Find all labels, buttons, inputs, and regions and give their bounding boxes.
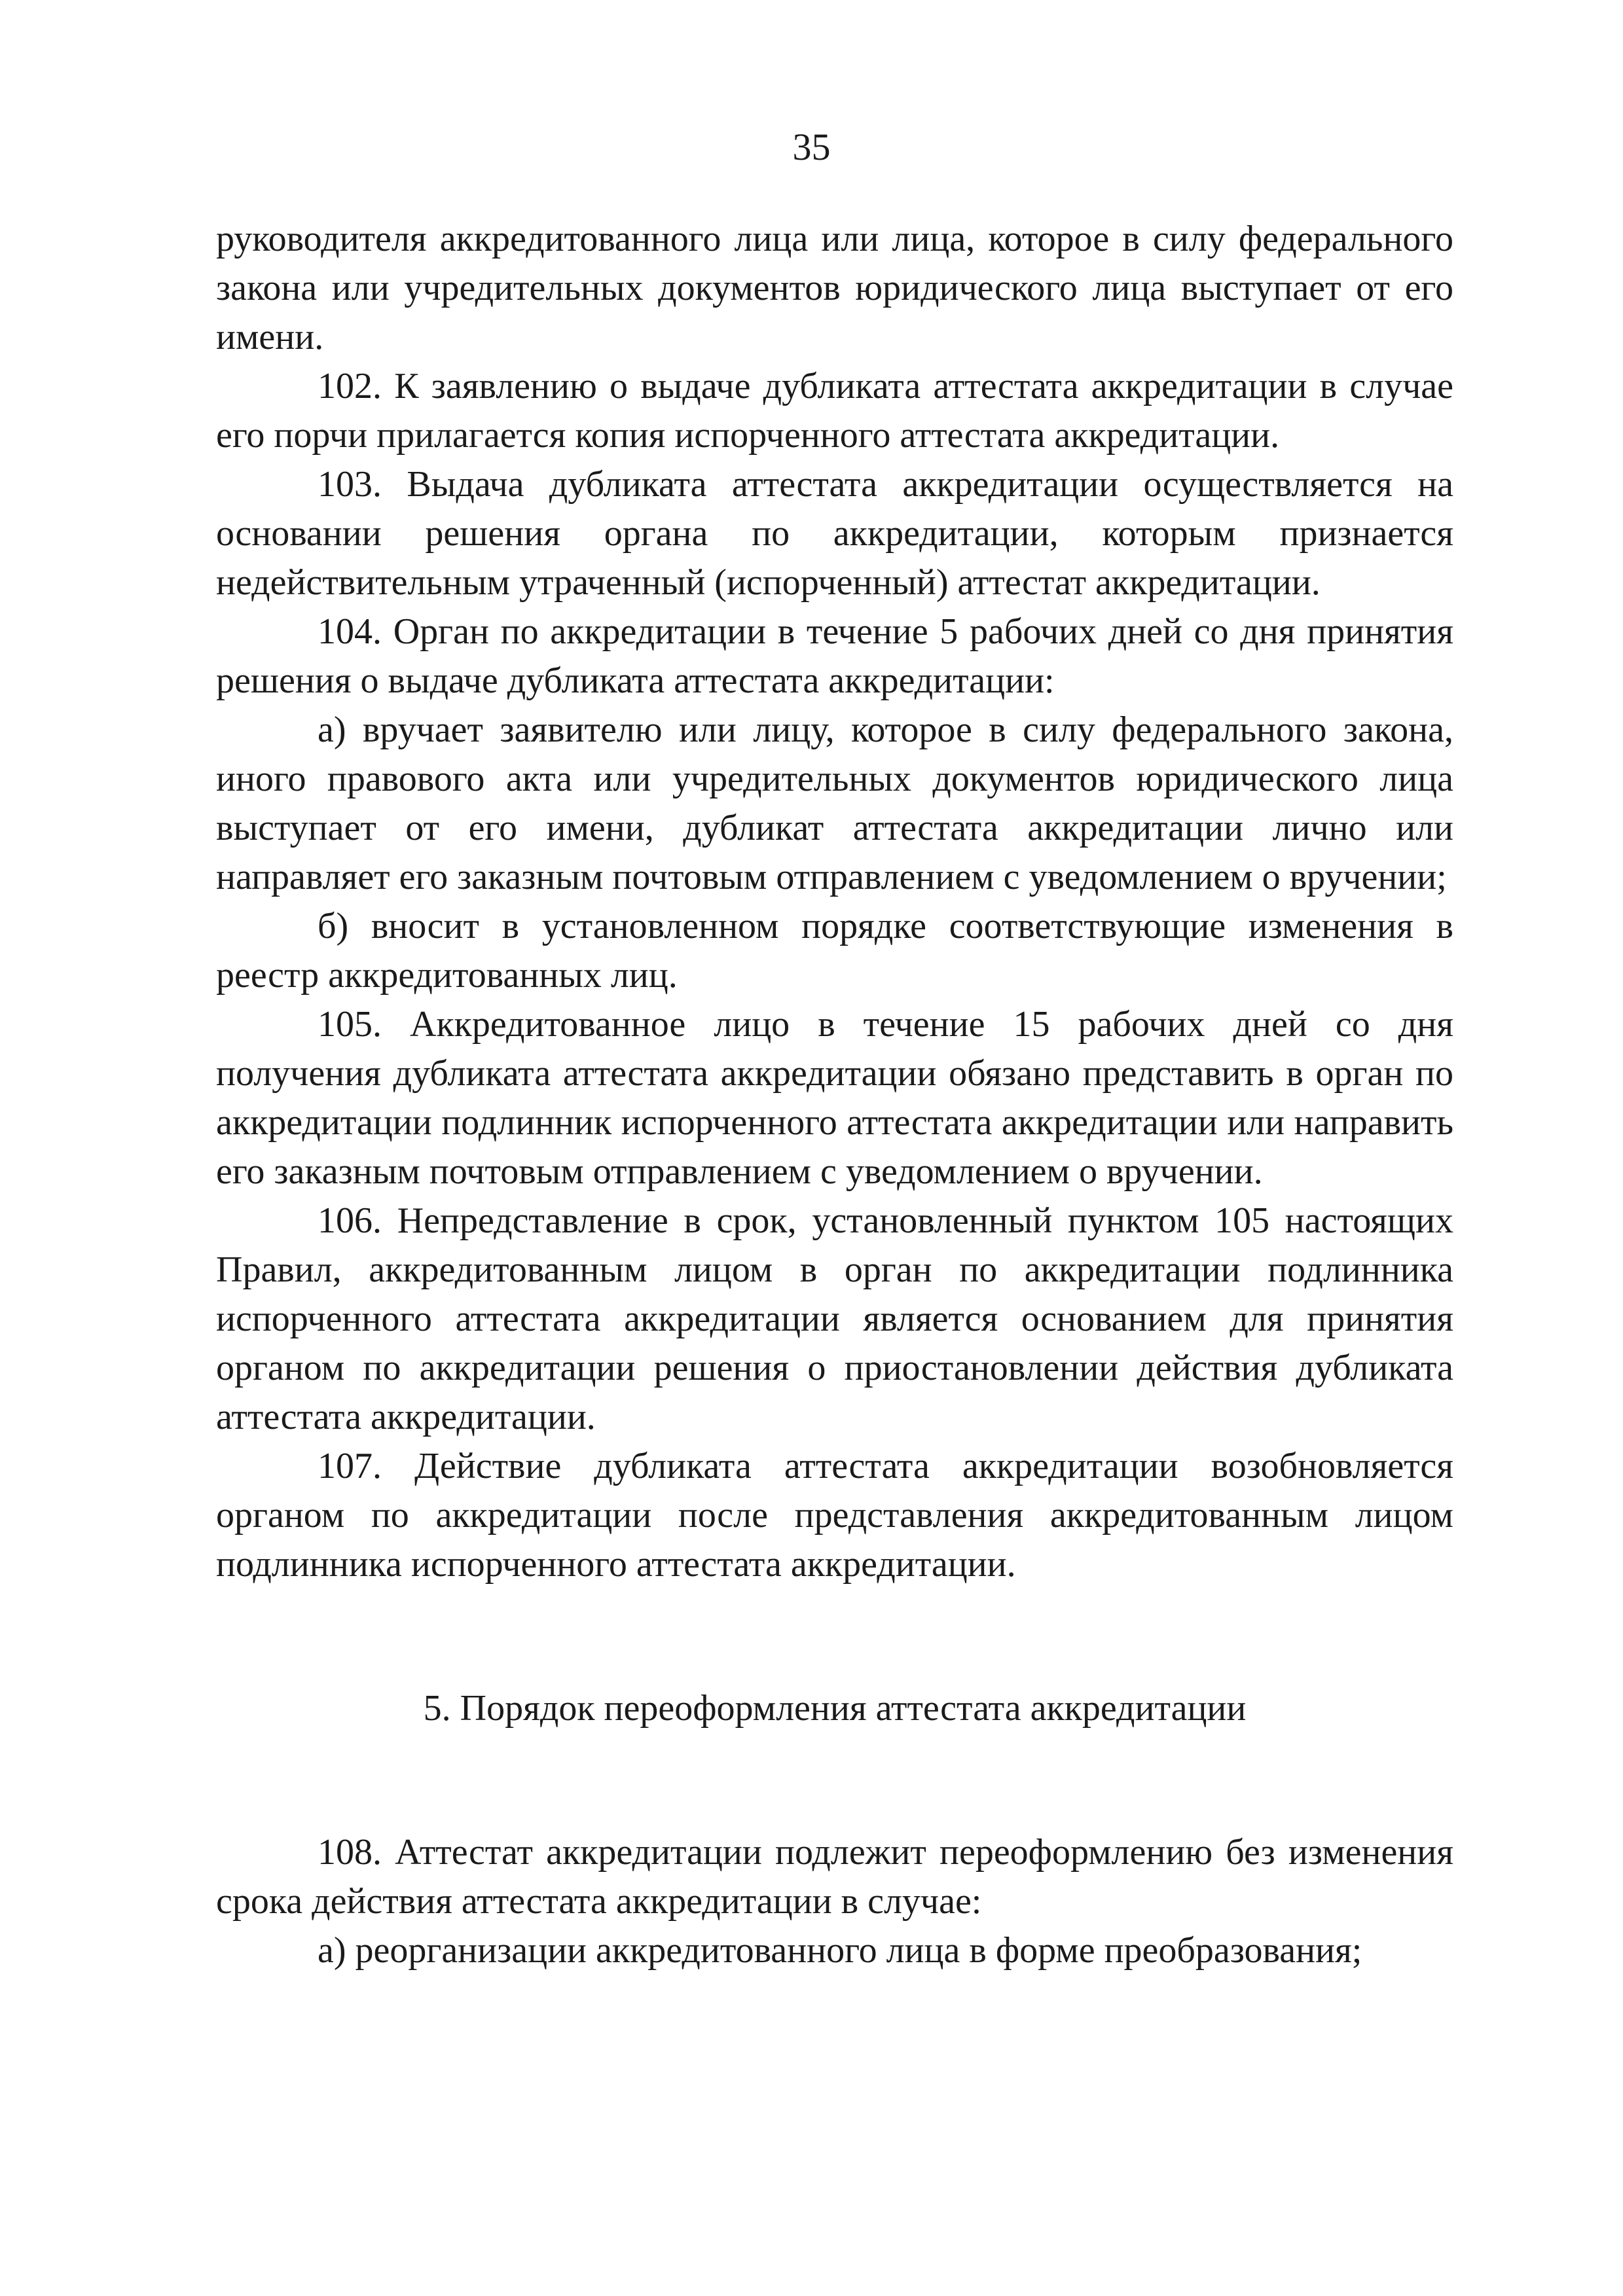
paragraph-104-b: б) вносит в установленном порядке соответствующие изменения в реестр аккредитованных лиц. [216, 906, 1453, 996]
paragraph-103: 103. Выдача дубликата аттестата аккредитации осуществляется на основании решения органа по аккредитации, которым признается недействительным утраченный (испорченный) аттестат аккредитации. [216, 464, 1453, 603]
page-number: 35 [792, 126, 831, 168]
paragraph-105: 105. Аккредитованное лицо в течение 15 рабочих дней со дня получения дубликата аттестата аккредитации обязано представить в орган по аккредитации подлинник испорченного аттестата аккредитации или направить его заказным почтовым отправлением с уведомлением о вручении. [216, 1004, 1453, 1192]
document-body [216, 215, 1453, 1975]
paragraph-104: 104. Орган по аккредитации в течение 5 рабочих дней со дня принятия решения о выдаче дубликата аттестата аккредитации: [216, 611, 1453, 701]
section-heading: 5. Порядок переоформления аттестата аккредитации [423, 1688, 1247, 1729]
paragraph-108-a: а) реорганизации аккредитованного лица в форме преобразования; [318, 1930, 1362, 1971]
paragraph-106: 106. Непредставление в срок, установленный пунктом 105 настоящих Правил, аккредитованным лицом в орган по аккредитации подлинника испорченного аттестата аккредитации является основанием для принятия органом по аккредитации решения о приостановлении действия дубликата аттестата аккредитации. [216, 1200, 1453, 1437]
paragraph-102: 102. К заявлению о выдаче дубликата аттестата аккредитации в случае его порчи прилагается копия испорченного аттестата аккредитации. [216, 366, 1453, 456]
paragraph-108: 108. Аттестат аккредитации подлежит переоформлению без изменения срока действия аттестата аккредитации в случае: [216, 1832, 1453, 1922]
paragraph-107: 107. Действие дубликата аттестата аккредитации возобновляется органом по аккредитации после представления аккредитованным лицом подлинника испорченного аттестата аккредитации. [216, 1446, 1453, 1585]
paragraph-continuation: руководителя аккредитованного лица или лица, которое в силу федерального закона или учредительных документов юридического лица выступает от его имени. [216, 219, 1453, 357]
paragraph-104-a: а) вручает заявителю или лицу, которое в силу федерального закона, иного правового акта или учредительных документов юридического лица выступает от его имени, дубликат аттестата аккредитации лично или направляет его заказным почтовым отправлением с уведомлением о вручении; [216, 709, 1453, 897]
